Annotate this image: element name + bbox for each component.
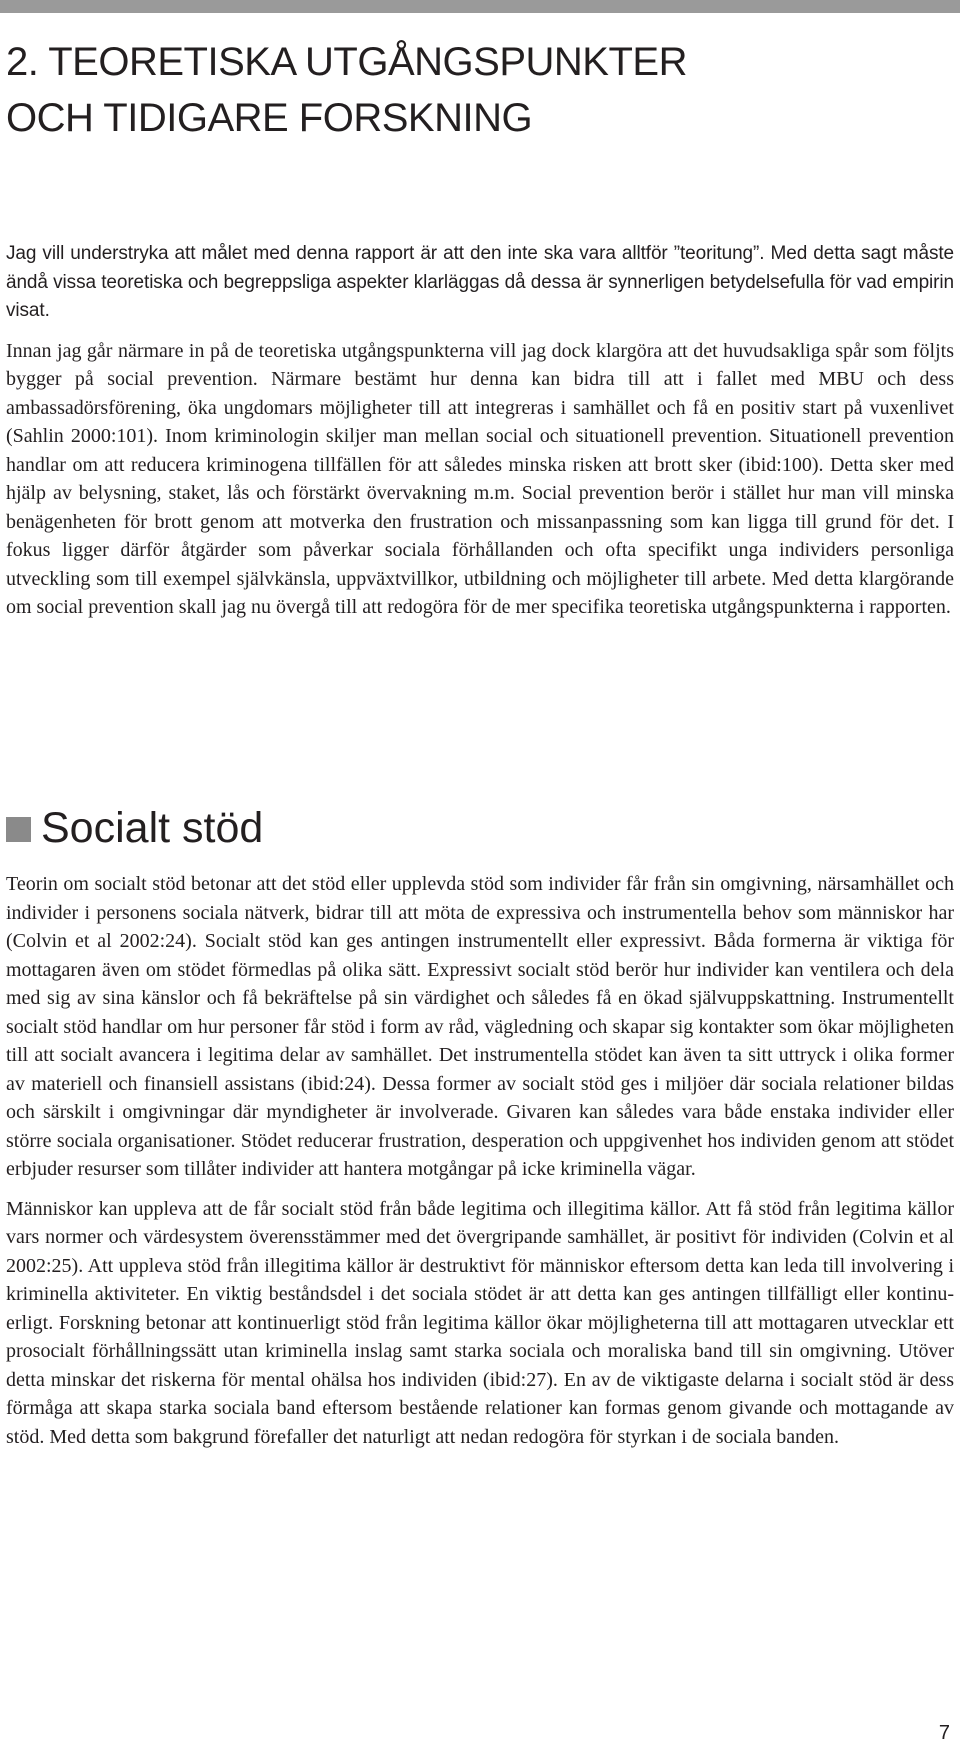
square-bullet-icon: [6, 817, 31, 842]
header-rule: [0, 0, 960, 13]
social-support-section: [6, 870, 954, 1462]
chapter-title: [6, 34, 946, 146]
page-number: 7: [938, 1722, 950, 1744]
section-paragraph-2: Människor kan uppleva att de får socialt stöd från både legitima och illegitima källor. Att få stöd från legitima källor vars normer och värdesystem överensstämmer med det övergripande samhället, är positivt för individen (Colvin et al 2002:25). Att uppleva stöd från illegitima källor är destruktivt för människor eftersom detta kan leda till involvering i kriminella aktiviteter. En viktig beståndsdel i det sociala stödet är att detta kan ges antingen tillfälligt eller kontinuerligt. Forskning betonar att kontinuerligt stöd från legitima källor ökar möjligheterna till att mottagaren utvecklar ett prosocialt förhållningssätt utan kriminella inslag samt starka sociala och moraliska band till sin omgivning. Utöver detta minskar det riskerna för mental ohälsa hos individen (ibid:27). En av de viktigaste delarna i socialt stöd är dess förmåga att skapa starka sociala band eftersom bestående relationer kan formas genom givande och mottagande av stöd. Med detta som bakgrund förefaller det naturligt att nedan redogöra för styrkan i de sociala banden.: [6, 1197, 954, 1448]
intro-paragraph-1: Jag vill understryka att målet med denna rapport är att den inte ska vara alltför ”teoritung”. Med detta sagt måste ändå vissa teoretiska och begreppsliga aspekter klarläggas då dessa är synnerligen betydelsefulla för vad empirin visat.: [6, 243, 954, 321]
intro-section: [6, 240, 954, 633]
chapter-title-line-1: 2. TEORETISKA UTGÅNGSPUNKTER: [6, 40, 687, 84]
section-title: [6, 800, 263, 856]
intro-paragraph-2: Innan jag går närmare in på de teoretiska utgångspunkterna vill jag dock klargöra att det huvudsakliga spår som följts bygger på social prevention. Närmare bestämt hur denna kan bidra till att i fallet med MBU och dess ambassadörsförening, öka ungdomars möjligheter till att integreras i samhället och få en positiv start på vuxenlivet (Sahlin 2000:101). Inom kriminologin skiljer man mellan social och situationell prevention. Situationell prevention handlar om att reducera kriminogena tillfällen för att således minska risken att brott sker (ibid:100). Detta sker med hjälp av belysning, staket, lås och förstärkt övervakning m.m. Social prevention berör i stället hur man vill minska benägenheten för brott genom att motverka den frustration och missanpassning som kan ligga till grund för det. I fokus ligger därför åtgärder som påverkar sociala förhållanden och ofta specifikt unga individers personliga utveckling som till exempel självkänsla, uppväxtvillkor, utbildning och möjligheter till arbete. Med detta klargörande om social prevention skall jag nu övergå till att redogöra för de mer specifika teoretiska utgångspunkterna i rapporten.: [6, 339, 954, 618]
section-title-text: Socialt stöd: [41, 804, 264, 852]
section-paragraph-1: Teorin om socialt stöd betonar att det stöd eller upplevda stöd som individer får från sin omgivning, närsamhället och individer i personens sociala nätverk, bidrar till att möta de expressiva och instrumentella behov som människor har (Colvin et al 2002:24). Socialt stöd kan ges antingen instrumentellt eller expressivt. Båda formerna är viktiga för mottagaren även om stödet förmedlas på olika sätt. Expressivt socialt stöd berör hur individer kan ventilera och dela med sig av sina känslor och få bekräftelse på sin värdighet och således få en ökad självuppskattning. Instrumentellt socialt stöd handlar om hur personer får stöd i form av råd, vägledning och skapar sig kontakter som ökar möjligheten till att socialt avancera i legitima delar av samhället. Det instrumentella stödet kan även ta sitt uttryck i olika former av materiell och finansiell assistans (ibid:24). Dessa former av socialt stöd ges i miljöer där sociala relationer bildas och särskilt i omgivningar där myndigheter är involverade. Givaren kan således vara både enstaka individer eller större sociala organisationer. Stödet reducerar frustration, desperation och uppgivenhet hos individen genom att stödet erbjuder resurser som tillåter individer att hantera motgångar på icke kriminella vägar.: [6, 873, 954, 1180]
chapter-title-line-2: OCH TIDIGARE FORSKNING: [6, 96, 533, 140]
